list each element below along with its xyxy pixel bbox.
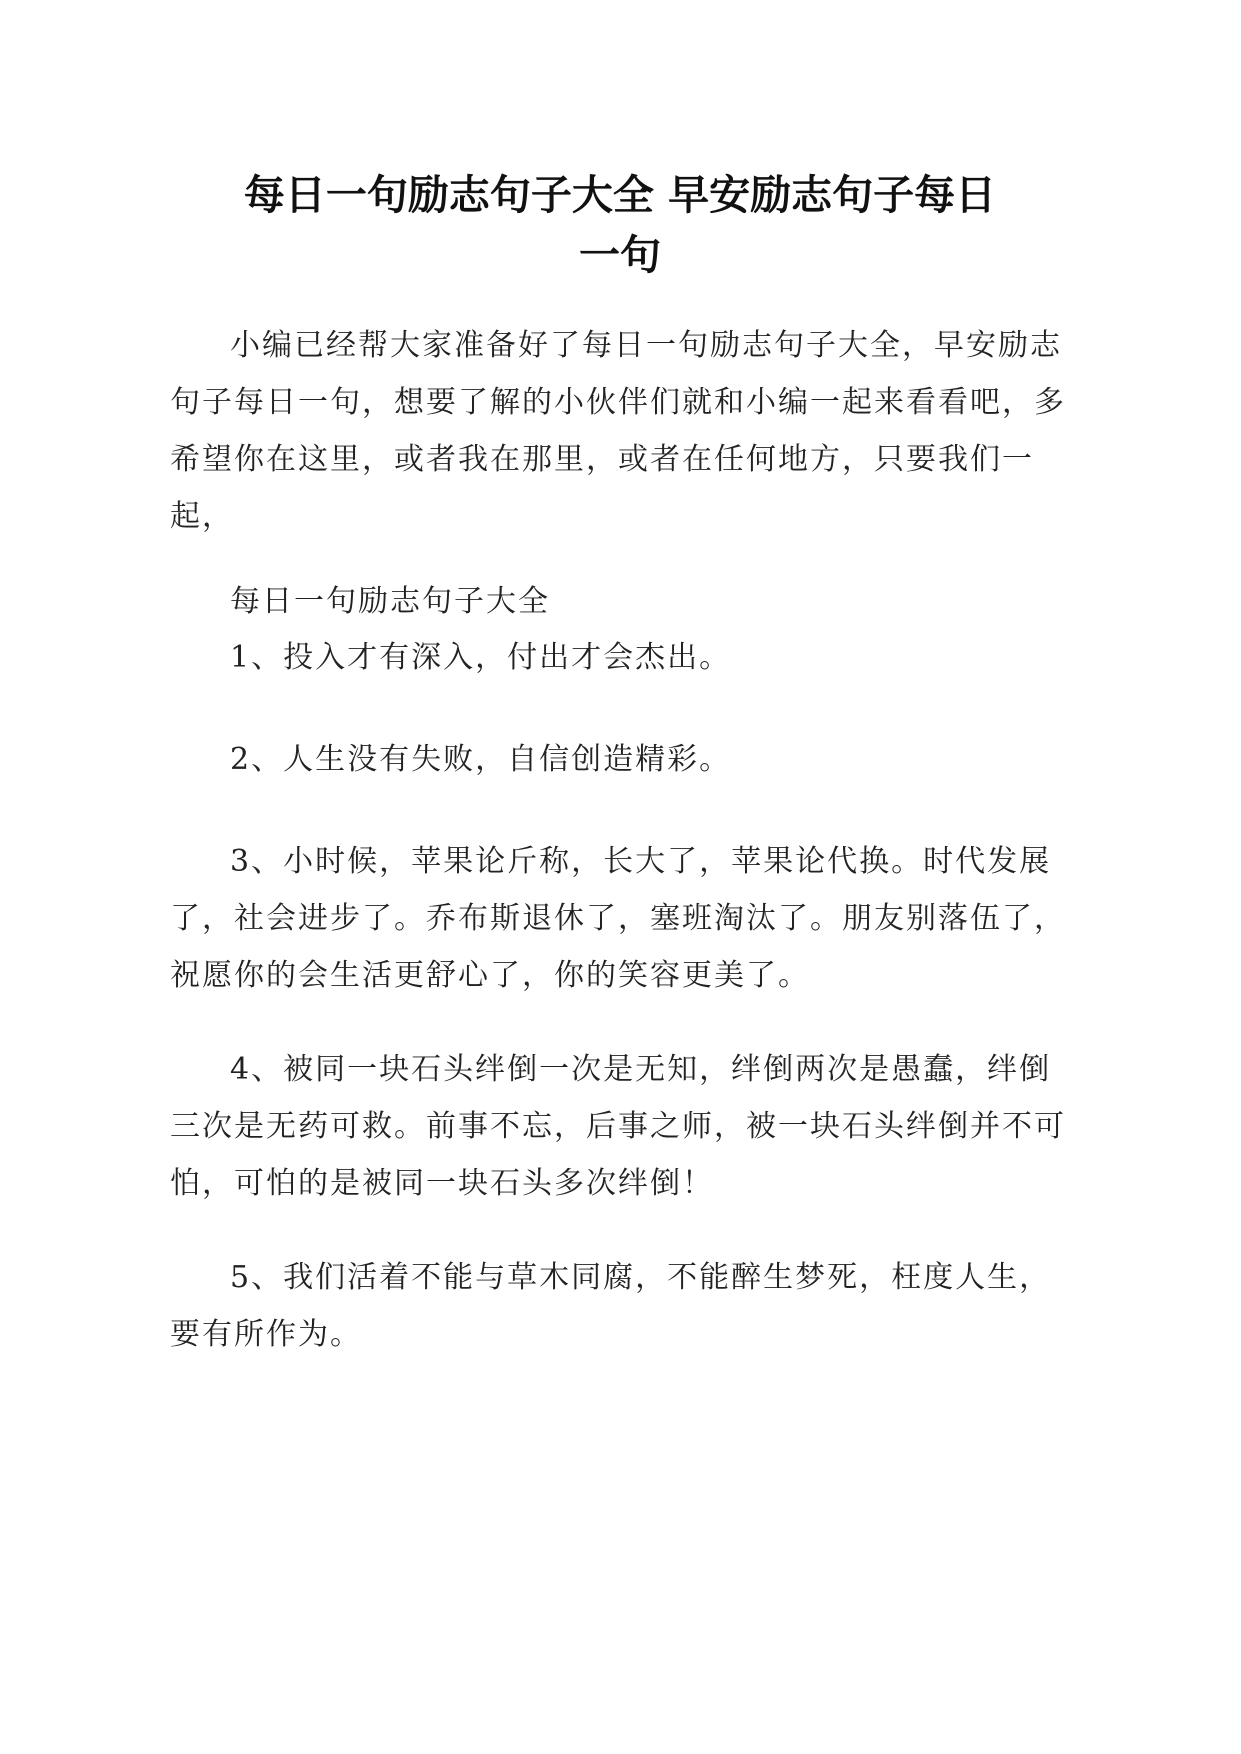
list-item: 1、投入才有深入，付出才会杰出。 — [230, 640, 732, 675]
intro-paragraph: 小编已经帮大家准备好了每日一句励志句子大全，早安励志句子每日一句，想要了解的小伙伴们就和小编一起来看看吧，多希望你在这里，或者我在那里，或者在任何地方，只要我们一起， — [170, 328, 1066, 534]
title-line-2: 一句 — [579, 231, 661, 280]
title-line-1: 每日一句励志句子大全 早安励志句子每日 — [243, 171, 997, 220]
list-item: 4、被同一块石头绊倒一次是无知，绊倒两次是愚蠢，绊倒三次是无药可救。前事不忘，后事之师，被一块石头绊倒并不可怕，可怕的是被同一块石头多次绊倒！ — [170, 1052, 1066, 1201]
document-title — [170, 165, 1070, 285]
section-heading: 每日一句励志句子大全 — [230, 584, 550, 619]
list-item: 2、人生没有失败，自信创造精彩。 — [230, 742, 732, 777]
list-item: 5、我们活着不能与草木同腐，不能醉生梦死，枉度人生，要有所作为。 — [170, 1260, 1052, 1352]
list-item: 3、小时候，苹果论斤称，长大了，苹果论代换。时代发展了，社会进步了。乔布斯退休了，塞班淘汰了。朋友别落伍了，祝愿你的会生活更舒心了，你的笑容更美了。 — [170, 844, 1066, 993]
